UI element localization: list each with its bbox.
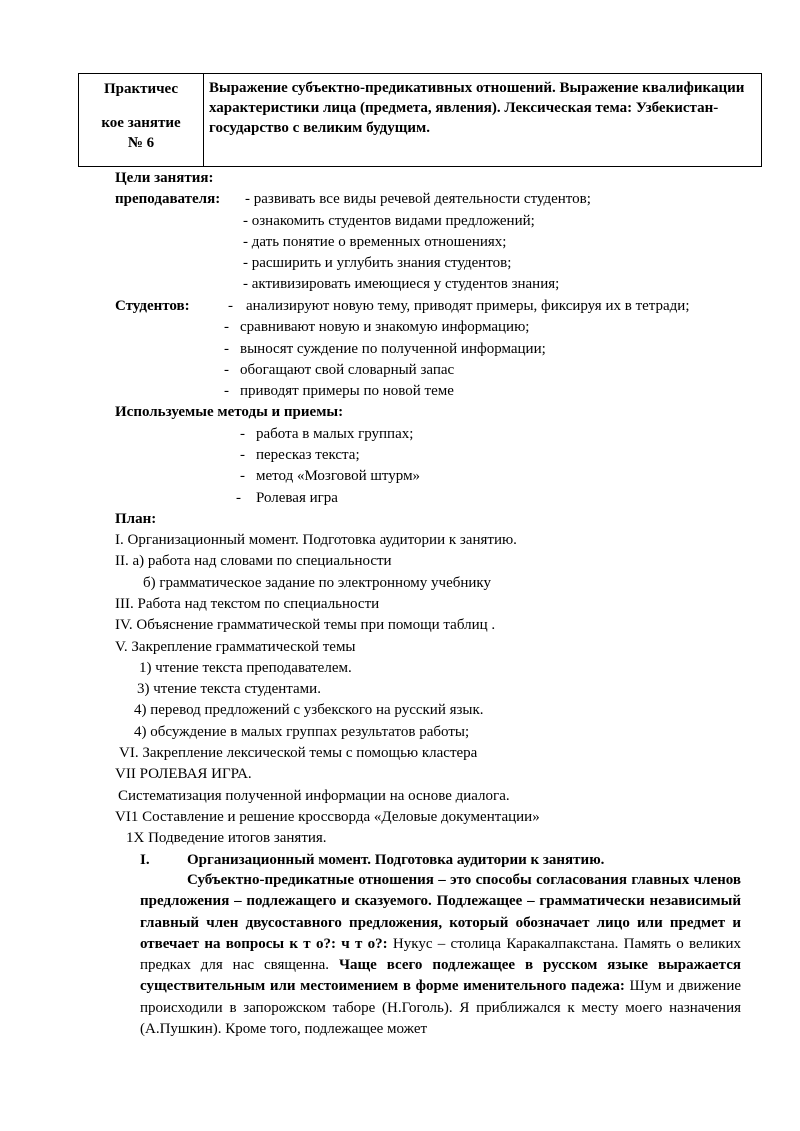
section-paragraph — [140, 870, 741, 1040]
plan-line: IV. Объяснение грамматической темы при помощи таблиц . — [115, 617, 496, 633]
plan-line: V. Закрепление грамматической темы — [115, 639, 356, 655]
plan-line: VII РОЛЕВАЯ ИГРА. — [115, 766, 252, 782]
student-goal-item: приводят примеры по новой теме — [240, 383, 454, 399]
plan-line: II. а) работа над словами по специальности — [115, 553, 392, 569]
section-title: Организационный момент. Подготовка аудитории к занятию. — [187, 852, 605, 868]
plan-line: VI1 Составление и решение кроссворда «Деловые документации» — [115, 809, 540, 825]
plan-line: III. Работа над текстом по специальности — [115, 596, 380, 612]
plan-line: 4) перевод предложений с узбекского на русский язык. — [134, 702, 484, 718]
list-dash: - — [240, 447, 245, 463]
list-dash: - — [240, 468, 245, 484]
plan-line: I. Организационный момент. Подготовка аудитории к занятию. — [115, 532, 517, 548]
list-dash: - — [224, 362, 229, 378]
list-dash: - — [224, 341, 229, 357]
teacher-goal-item: - расширить и углубить знания студентов; — [243, 255, 512, 271]
plan-line: 3) чтение текста студентами. — [137, 681, 321, 697]
lesson-number-cell — [79, 74, 203, 153]
teacher-goal-item: - активизировать имеющиеся у студентов знания; — [243, 276, 560, 292]
lesson-topic-cell: Выражение субъектно-предикативных отношений. Выражение квалификации характеристики лица (предмета, явления). Лексическая тема: Узбекистан-государство с великим будущим. — [209, 80, 745, 136]
lesson-label-line-2: кое занятие — [101, 115, 181, 131]
method-item: Ролевая игра — [256, 490, 338, 506]
rule-text: Чаще всего подлежащее в русском языке выражается существительным или местоимением в форме именительного падежа: — [140, 957, 741, 995]
lesson-label-line-3: № 6 — [127, 135, 155, 151]
methods-title: Используемые методы и приемы: — [115, 404, 344, 420]
student-goal-item: анализируют новую тему, приводят примеры, фиксируя их в тетради; — [246, 298, 690, 314]
method-item: пересказ текста; — [256, 447, 360, 463]
definition-text: Субъектно-предикатные отношения – это способы согласования главных членов предложения – подлежащего и сказуемого. Подлежащее – грамматически независимый главный член двусоставного предложения, который обозначает лицо или предмет и отвечает на вопросы к т о?: ч т о?: — [140, 872, 741, 952]
goals-title: Цели занятия: — [115, 170, 214, 186]
method-item: работа в малых группах; — [256, 426, 414, 442]
header-table — [78, 73, 762, 167]
list-dash: - — [228, 298, 233, 314]
list-dash: - — [236, 490, 241, 506]
example-text-2: Шум и движение происходили в запорожском таборе (Н.Гоголь). Я приближался к месту моего назначения (А.Пушкин). Кроме того, подлежащее может — [140, 978, 742, 1038]
plan-title: План: — [115, 511, 157, 527]
list-dash: - — [224, 319, 229, 335]
section-numeral: I. — [140, 852, 150, 868]
teacher-goal-item: - развивать все виды речевой деятельности студентов; — [245, 191, 591, 207]
plan-line: 4) обсуждение в малых группах результатов работы; — [134, 724, 470, 740]
plan-line: б) грамматическое задание по электронному учебнику — [143, 575, 491, 591]
lesson-label-line-1: Практичес — [103, 81, 179, 97]
teacher-goals-label: преподавателя: — [115, 191, 221, 207]
plan-line: 1Х Подведение итогов занятия. — [126, 830, 327, 846]
student-goal-item: обогащают свой словарный запас — [240, 362, 455, 378]
student-goal-item: сравнивают новую и знакомую информацию; — [240, 319, 530, 335]
table-divider — [203, 74, 204, 166]
teacher-goal-item: - ознакомить студентов видами предложений; — [243, 213, 535, 229]
teacher-goal-item: - дать понятие о временных отношениях; — [243, 234, 507, 250]
list-dash: - — [224, 383, 229, 399]
plan-line: Систематизация полученной информации на основе диалога. — [118, 788, 510, 804]
list-dash: - — [240, 426, 245, 442]
example-text: Нукус – столица Каракалпакстана. Память о великих предках для нас священна. — [140, 935, 741, 974]
student-goal-item: выносят суждение по полученной информации; — [240, 341, 546, 357]
student-goals-label: Студентов: — [115, 298, 190, 314]
method-item: метод «Мозговой штурм» — [256, 468, 421, 484]
plan-line: VI. Закрепление лексической темы с помощью кластера — [119, 745, 478, 761]
plan-line: 1) чтение текста преподавателем. — [139, 660, 352, 676]
